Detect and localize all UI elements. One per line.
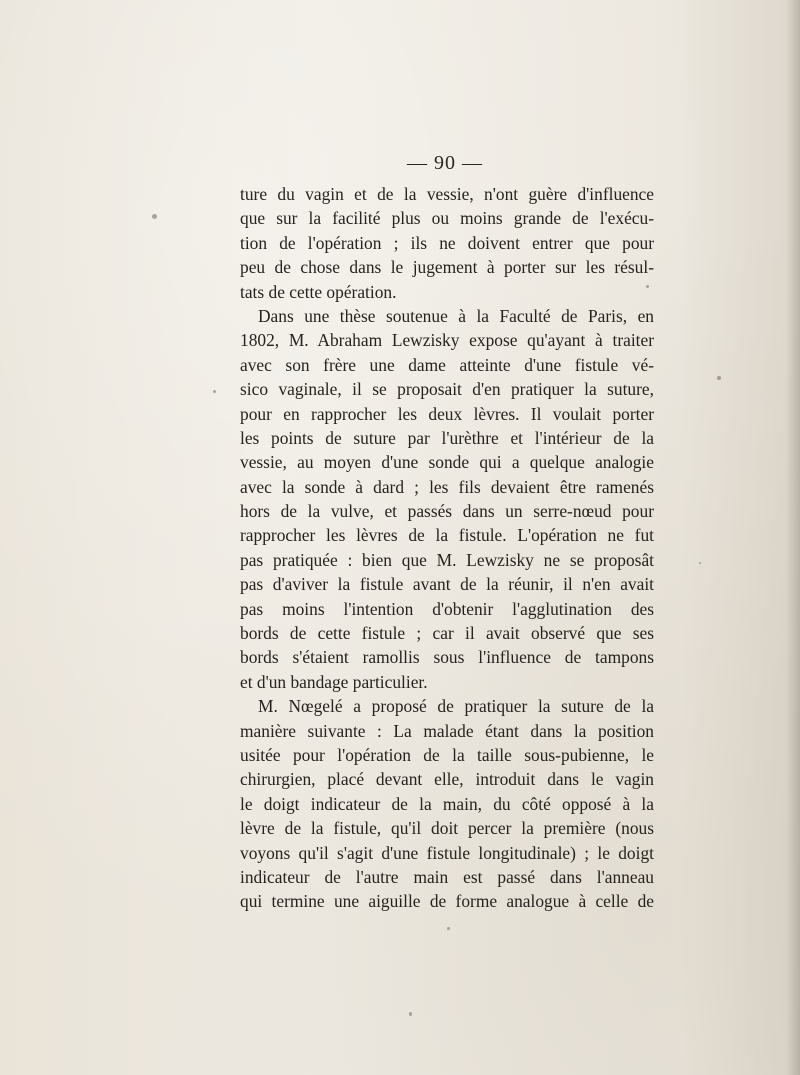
- text-line: les points de suture par l'urèthre et l'intérieur de la: [240, 427, 654, 448]
- text-line: et d'un bandage particulier.: [240, 671, 428, 692]
- text-line: voyons qu'il s'agit d'une fistule longitudinale) ; le doigt: [240, 842, 654, 863]
- text-line: indicateur de l'autre main est passé dans l'anneau: [240, 866, 654, 887]
- text-line: peu de chose dans le jugement à porter sur les résul-: [240, 257, 654, 278]
- text-line: manière suivante : La malade étant dans la position: [240, 720, 654, 741]
- text-line: qui termine une aiguille de forme analogue à celle de: [240, 891, 654, 912]
- text-line: le doigt indicateur de la main, du côté opposé à la: [240, 793, 654, 814]
- paper-speck: [213, 390, 216, 393]
- text-line: bords de cette fistule ; car il avait observé que ses: [240, 623, 654, 644]
- text-line: usitée pour l'opération de la taille sous-pubienne, le: [240, 744, 654, 765]
- paper-speck: [409, 1012, 412, 1016]
- text-line: 1802, M. Abraham Lewzisky expose qu'ayant à traiter: [240, 330, 654, 351]
- text-line: tion de l'opération ; ils ne doivent entrer que pour: [240, 232, 654, 253]
- text-line: pas d'aviver la fistule avant de la réunir, il n'en avait: [240, 574, 654, 595]
- paper-speck: [699, 562, 701, 564]
- paper-speck: [152, 214, 157, 219]
- text-line: ture du vagin et de la vessie, n'ont guère d'influence: [240, 184, 654, 204]
- text-line: bords s'étaient ramollis sous l'influence de tampons: [240, 647, 654, 668]
- text-line: pour en rapprocher les deux lèvres. Il voulait porter: [240, 403, 654, 424]
- text-line: que sur la facilité plus ou moins grande de l'exécu-: [240, 208, 654, 229]
- text-line: hors de la vulve, et passés dans un serre-nœud pour: [240, 501, 654, 522]
- text-line: lèvre de la fistule, qu'il doit percer la première (nous: [240, 818, 654, 839]
- paper-speck: [717, 376, 721, 380]
- body-text: [240, 182, 654, 914]
- text-line: avec son frère une dame atteinte d'une fistule vé-: [240, 354, 654, 375]
- text-line: M. Nœgelé a proposé de pratiquer la suture de la: [258, 696, 654, 717]
- paper-speck: [646, 285, 649, 288]
- page-number: — 90 —: [407, 152, 483, 174]
- text-line: tats de cette opération.: [240, 281, 397, 302]
- text-line: Dans une thèse soutenue à la Faculté de Paris, en: [258, 305, 654, 326]
- text-line: pas pratiquée : bien que M. Lewzisky ne se proposât: [240, 549, 654, 570]
- text-line: vessie, au moyen d'une sonde qui a quelque analogie: [240, 452, 654, 473]
- text-line: avec la sonde à dard ; les fils devaient être ramenés: [240, 476, 654, 497]
- text-line: chirurgien, placé devant elle, introduit dans le vagin: [240, 769, 654, 790]
- text-line: sico vaginale, il se proposait d'en pratiquer la suture,: [240, 379, 654, 400]
- paper-speck: [447, 927, 450, 930]
- text-line: pas moins l'intention d'obtenir l'agglutination des: [240, 598, 654, 619]
- text-line: rapprocher les lèvres de la fistule. L'opération ne fut: [240, 525, 654, 546]
